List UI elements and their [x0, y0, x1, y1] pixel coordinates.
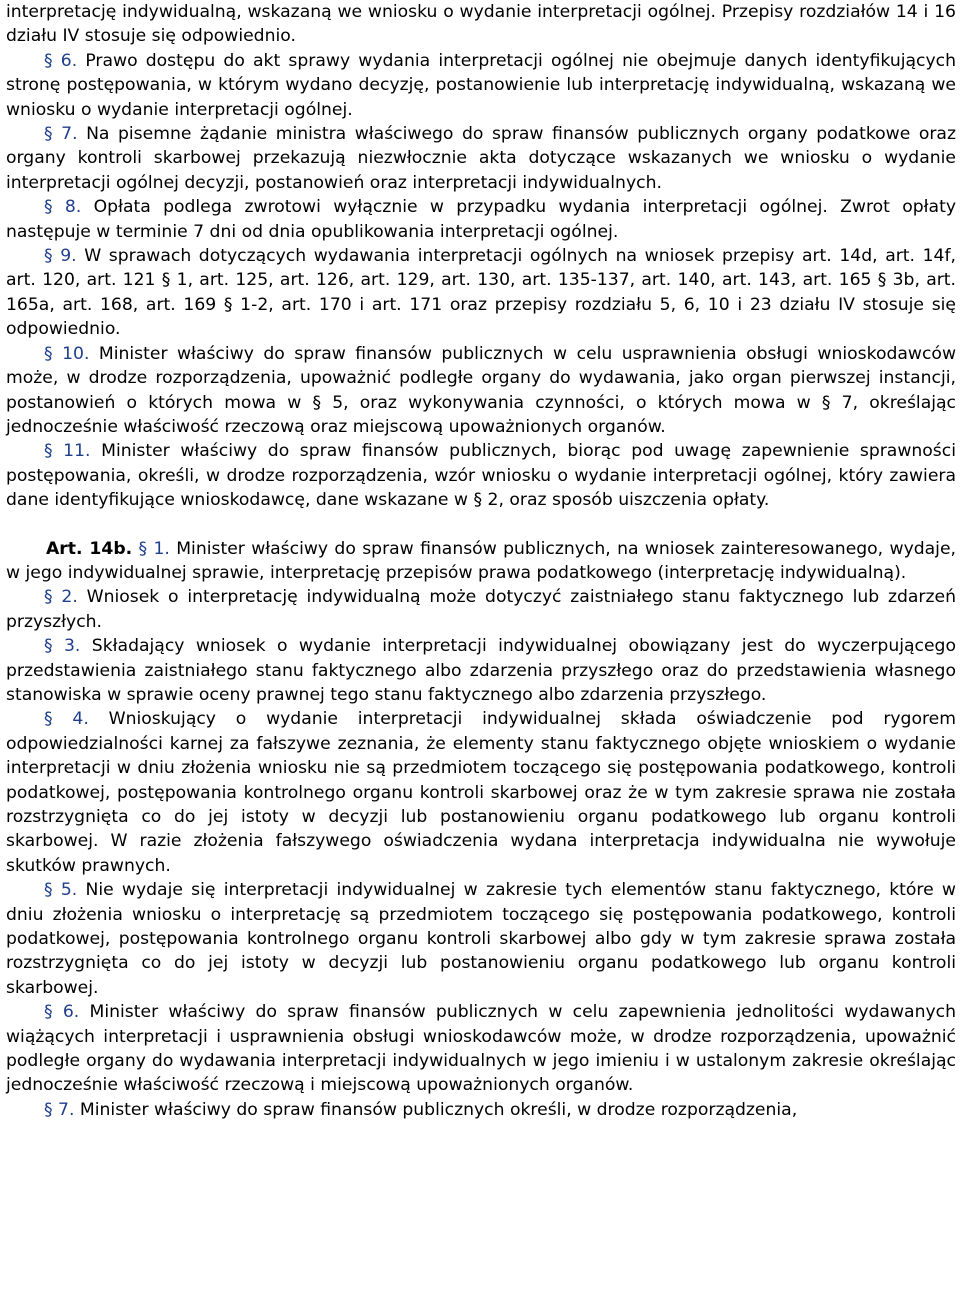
section-number[interactable]: § 10. [44, 343, 90, 364]
section-number[interactable]: § 5. [44, 880, 78, 901]
section-number[interactable]: § 4. [44, 709, 89, 730]
article-14b-paragraph-5: § 5. Nie wydaje się interpretacji indywidualnej w zakresie tych elementów stanu faktycznego, które w dniu złożenia wniosku o interpretację są przedmiotem toczącego się postępowania podatkowego, kontroli podatkowej, postępowania kontrolnego organu kontroli skarbowej albo gdy w tym zakresie sprawa została rozstrzygnięta co do jej istoty w decyzji lub postanowieniu organu podatkowego lub organu kontroli skarbowej. [6, 880, 956, 998]
paragraph-8: § 8. Opłata podlega zwrotowi wyłącznie w przypadku wydania interpretacji ogólnej. Zwrot opłaty następuje w terminie 7 dni od dnia opublikowania interpretacji ogólnej. [6, 197, 956, 242]
paragraph-11: § 11. Minister właściwy do spraw finansów publicznych, biorąc pod uwagę zapewnienie sprawności postępowania, określi, w drodze rozporządzenia, wzór wniosku o wydanie interpretacji ogólnej, który zawiera dane identyfikujące wnioskodawcę, dane wskazane w § 2, oraz sposób uiszczenia opłaty. [6, 441, 956, 511]
paragraph-continuation: interpretację indywidualną, wskazaną we wniosku o wydanie interpretacji ogólnej. Przepisy rozdziałów 14 i 16 działu IV stosuje się odpowiednio. [6, 2, 956, 47]
spacer [6, 513, 956, 537]
paragraph-10: § 10. Minister właściwy do spraw finansów publicznych w celu usprawnienia obsługi wnioskodawców może, w drodze rozporządzenia, upoważnić podległe organy do wydawania, jako organ pierwszej instancji, postanowień o których mowa w § 5, oraz wykonywania czynności, o których mowa w § 7, określając jednocześnie właściwość rzeczową oraz miejscową upoważnionych organów. [6, 343, 956, 437]
section-number[interactable]: § 9. [44, 246, 77, 267]
section-number[interactable]: § 1. [138, 538, 170, 559]
document-page [6, 0, 956, 1122]
section-number[interactable]: § 2. [44, 587, 78, 608]
article-14b-paragraph-7: § 7. Minister właściwy do spraw finansów publicznych określi, w drodze rozporządzenia, [44, 1099, 798, 1120]
paragraph-9: § 9. W sprawach dotyczących wydawania interpretacji ogólnych na wniosek przepisy art. 14d, art. 14f, art. 120, art. 121 § 1, art. 125, art. 126, art. 129, art. 130, art. 135-137, art. 140, art. 143, art. 165 § 3b, art. 165a, art. 168, art. 169 § 1-2, art. 170 i art. 171 oraz przepisy rozdziału 5, 6, 10 i 23 działu IV stosuje się odpowiednio. [6, 246, 956, 340]
section-number[interactable]: § 8. [44, 197, 82, 218]
paragraph-7: § 7. Na pisemne żądanie ministra właściwego do spraw finansów publicznych organy podatkowe oraz organy kontroli skarbowej przekazują niezwłocznie akta dotyczące wskazanych we wniosku o wydanie interpretacji ogólnej decyzji, postanowień oraz interpretacji indywidualnych. [6, 124, 956, 193]
section-number[interactable]: § 7. [44, 1099, 75, 1120]
section-number[interactable]: § 3. [44, 636, 81, 657]
article-14b-paragraph-4: § 4. Wnioskujący o wydanie interpretacji indywidualnej składa oświadczenie pod rygorem odpowiedzialności karnej za fałszywe zeznania, że elementy stanu faktycznego objęte wnioskiem o wydanie interpretacji w dniu złożenia wniosku nie są przedmiotem toczącego się postępowania podatkowego, kontroli podatkowej, postępowania kontrolnego organu kontroli skarbowej oraz że w tym zakresie sprawa nie została rozstrzygnięta co do jej istoty w decyzji lub postanowieniu organu podatkowego lub organu kontroli skarbowej. W razie złożenia fałszywego oświadczenia wydana interpretacja indywidualna nie wywołuje skutków prawnych. [6, 709, 956, 876]
article-14b-paragraph-2: § 2. Wniosek o interpretację indywidualną może dotyczyć zaistniałego stanu faktycznego lub zdarzeń przyszłych. [6, 587, 956, 632]
article-14b-paragraph-6: § 6. Minister właściwy do spraw finansów publicznych w celu zapewnienia jednolitości wydawanych wiążących interpretacji i usprawnienia obsługi wnioskodawców może, w drodze rozporządzenia, upoważnić podległe organy do wydawania interpretacji indywidualnych w jego imieniu i w ustalonym zakresie określając jednocześnie właściwość rzeczową i miejscową upoważnionych organów. [6, 1002, 956, 1096]
article-14b-paragraph-3: § 3. Składający wniosek o wydanie interpretacji indywidualnej obowiązany jest do wyczerpującego przedstawienia zaistniałego stanu faktycznego albo zdarzenia przyszłego oraz do przedstawienia własnego stanowiska w sprawie oceny prawnej tego stanu faktycznego albo zdarzenia przyszłego. [6, 636, 956, 705]
paragraph-6: § 6. Prawo dostępu do akt sprawy wydania interpretacji ogólnej nie obejmuje danych identyfikujących stronę postępowania, w którym wydano decyzję, postanowienie lub interpretację indywidualną, wskazaną we wniosku o wydanie interpretacji ogólnej. [6, 50, 956, 120]
section-number[interactable]: § 6. [44, 50, 78, 71]
article-14b-paragraph-1: Art. 14b. § 1. Minister właściwy do spraw finansów publicznych, na wniosek zainteresowanego, wydaje, w jego indywidualnej sprawie, interpretację przepisów prawa podatkowego (interpretację indywidualną). [6, 538, 956, 583]
article-label: Art. 14b. [46, 538, 133, 559]
section-number[interactable]: § 7. [44, 124, 78, 145]
section-number[interactable]: § 6. [44, 1002, 80, 1023]
section-number[interactable]: § 11. [44, 441, 91, 462]
